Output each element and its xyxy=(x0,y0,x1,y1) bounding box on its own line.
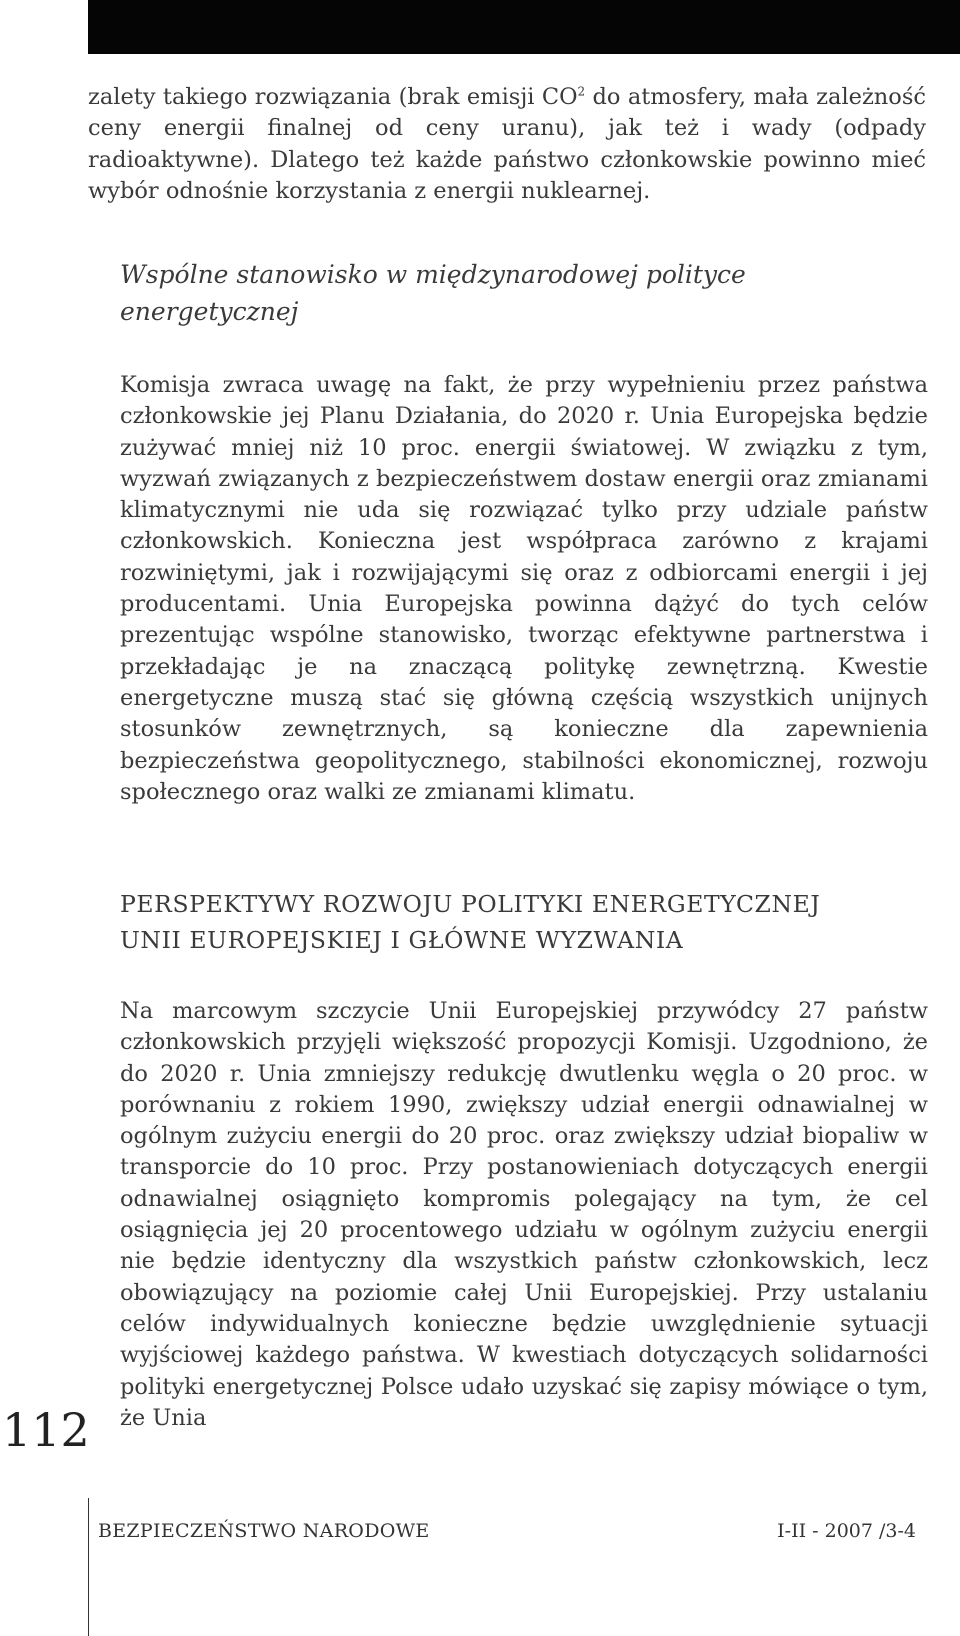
section-heading xyxy=(120,886,920,958)
paragraph-commission: Komisja zwraca uwagę na fakt, że przy wypełnieniu przez państwa członkowskie jej Planu Działania, do 2020 r. Unia Europejska będzie zużywać mniej niż 10 proc. energii światowej. W związku z tym, wyzwań związanych z bezpieczeństwem dostaw energii oraz zmianami klimatycznymi nie uda się rozwiązać tylko przy udziale państw członkowskich. Konieczna jest współpraca zarówno z krajami rozwiniętymi, jak i rozwijającymi się oraz z odbiorcami energii i jej producentami. Unia Europejska powinna dążyć do tych celów prezentując wspólne stanowisko, tworząc efektywne partnerstwa i przekładając je na znaczącą politykę zewnętrzną. Kwestie energetyczne muszą stać się główną częścią wszystkich unijnych stosunków zewnętrznych, są konieczne dla zapewnienia bezpieczeństwa geopolitycznego, stabilności ekonomicznej, rozwoju społecznego oraz walki ze zmianami klimatu. xyxy=(120,372,928,805)
issue-number: I-II - 2007 /3-4 xyxy=(777,1520,916,1542)
subsection-heading: Wspólne stanowisko w międzynarodowej polityce energetycznej xyxy=(120,260,746,326)
section-heading-line-1: PERSPEKTYWY ROZWOJU POLITYKI ENERGETYCZNEJ xyxy=(120,890,821,918)
section-heading-line-2: UNII EUROPEJSKIEJ I GŁÓWNE WYZWANIA xyxy=(120,926,684,954)
paragraph-intro-text-b: do atmosfery, mała zależność ceny energii finalnej od ceny uranu), jak też i wady (odpady radioaktywne). Dlatego też każde państwo członkowskie powinno mieć wybór odnośnie korzystania z energii nuklearnej. xyxy=(88,84,926,204)
superscript: 2 xyxy=(577,84,586,99)
header-bar xyxy=(88,0,960,54)
paragraph-intro-text-a: zalety takiego rozwiązania (brak emisji CO xyxy=(88,84,578,110)
paragraph-intro xyxy=(88,82,926,207)
page-number: 112 xyxy=(2,1403,90,1457)
footer-divider xyxy=(88,1498,89,1636)
journal-title: BEZPIECZEŃSTWO NARODOWE xyxy=(98,1520,430,1542)
paragraph-summit: Na marcowym szczycie Unii Europejskiej przywódcy 27 państw członkowskich przyjęli większość propozycji Komisji. Uzgodniono, że do 2020 r. Unia zmniejszy redukcję dwutlenku węgla o 20 proc. w porównaniu z rokiem 1990, zwiększy udział energii odnawialnej w ogólnym zużyciu energii do 20 proc. oraz zwiększy udział biopaliw w transporcie do 10 proc. Przy postanowieniach dotyczących energii odnawialnej osiągnięto kompromis polegający na tym, że cel osiągnięcia jej 20 procentowego udziału w ogólnym zużyciu energii nie będzie identyczny dla wszystkich państw członkowskich, lecz obowiązujący na poziomie całej Unii Europejskiej. Przy ustalaniu celów indywidualnych konieczne będzie uwzględnienie sytuacji wyjściowej każdego państwa. W kwestiach dotyczących solidarności polityki energetycznej Polsce udało uzyskać się zapisy mówiące o tym, że Unia xyxy=(120,998,928,1431)
